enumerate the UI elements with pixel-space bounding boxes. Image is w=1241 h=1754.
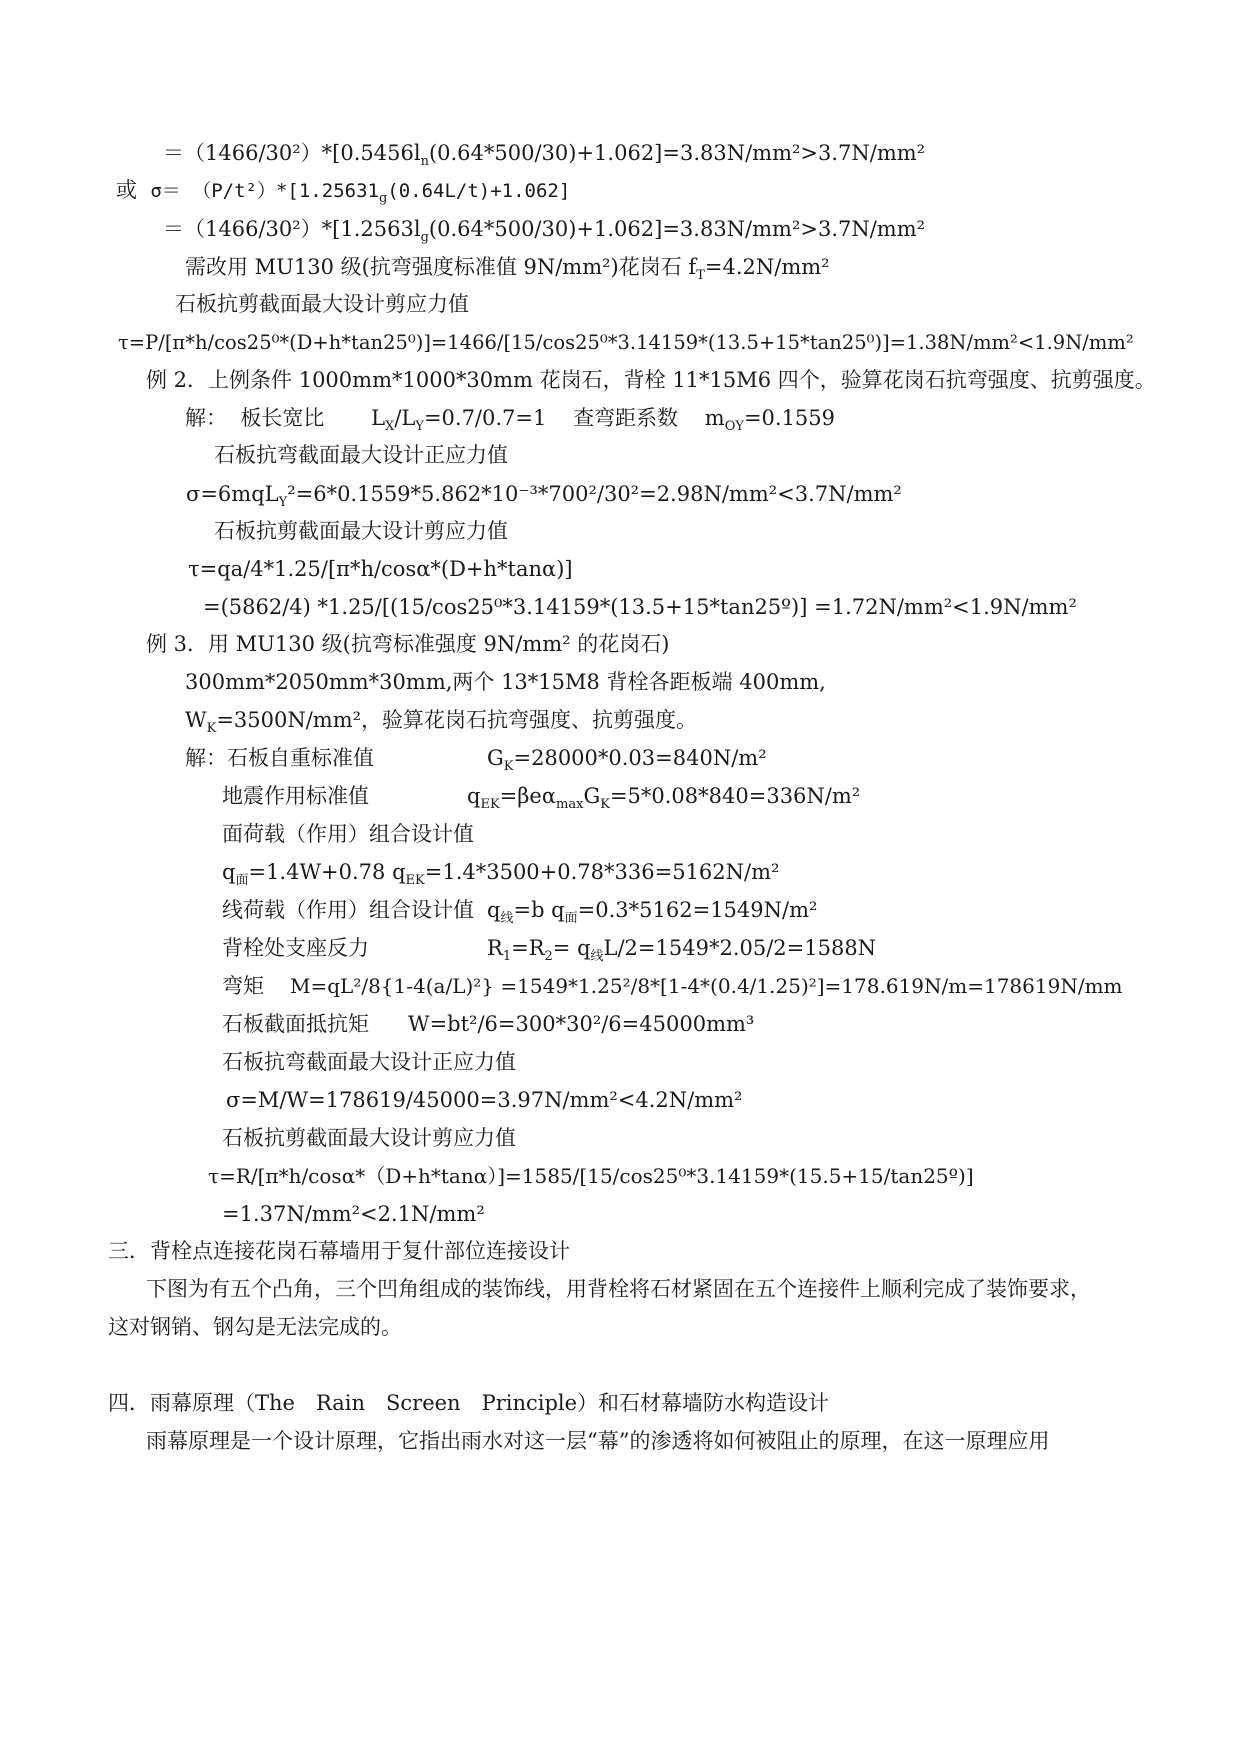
section4-paragraph-line1: 雨幕原理是一个设计原理，它指出雨水对这一层“幕”的渗透将如何被阻止的原理，在这一原理应用 [146,1429,1050,1453]
ex3-moment-label: 弯矩 [222,974,264,998]
ex1-shear-formula: τ=P/[π*h/cos25⁰*(D+h*tan25⁰)]=1466/[15/cos25⁰*3.14159*(13.5+15*tan25⁰)]=1.38N/mm²<1.9N/mm² [118,331,1134,354]
ex3-selfweight-formula: $G_K=28000*0.03=840N/m^2$ [487,746,767,775]
ex2-heading: 例 2．上例条件 1000mm*1000*30mm 花岗石，背栓 11*15M6 四个，验算花岗石抗弯强度、抗剪强度。 [146,368,1156,392]
section4-heading: 四．雨幕原理（The Rain Screen Principle）和石材幕墙防水构造设计 [108,1391,830,1415]
ex3-spec: 300mm*2050mm*30mm,两个 13*15M8 背栓各距板端 400mm, [185,670,826,694]
ex3-area-load-title: 面荷载（作用）组合设计值 [222,822,474,846]
ex3-area-load-formula: $q_面=1.4W+0.78$ $q_{EK}=1.4*3500+0.78*336=5162N/m^2$ [222,860,780,889]
ex2-bend-formula: σ=6mqL$_Y$²=6*0.1559*5.862*10⁻³*700²/30²=2.98N/mm²<3.7N/mm² [186,482,902,511]
ex3-line-load-label: 线荷载（作用）组合设计值 [222,898,474,922]
section3-paragraph-line2: 这对钢销、钢勾是无法完成的。 [108,1315,402,1339]
ex3-line-load-formula: $q_线=b$ $q_面=0.3*5162=1549N/m^2$ [487,898,818,927]
ex3-wk: $W_K=3500N$/mm²，验算花岗石抗弯强度、抗剪强度。 [185,708,698,737]
ex1-shear-title: 石板抗剪截面最大设计剪应力值 [175,292,469,316]
ex1-alt-formula: 或 $\sigma= (P/t^2)*[1.25631_g(0.64L/t)+1.062]$ [116,178,571,207]
ex3-bend-title: 石板抗弯截面最大设计正应力值 [222,1050,516,1074]
ex2-shear-result: =(5862/4) *1.25/[(15/cos25⁰*3.14159*(13.5+15*tan25º)] =1.72N/mm²<1.9N/mm² [203,595,1077,619]
ex2-shear-title: 石板抗剪截面最大设计剪应力值 [214,519,508,543]
ex1-note: 需改用 MU130 级(抗弯强度标准值 9N/mm²)花岗石 $f_T=4.2N$/mm² [185,255,830,284]
ex3-reaction-formula: $R_1=R_2= q_线L/2=1549*2.05/2=1588N$ [487,936,877,965]
ex3-seismic-formula: $q_{EK}=\beta e\alpha_{max}G_K=5*0.08*840=336N/m^2$ [467,784,861,813]
ex3-shear-result: =1.37N/mm²<2.1N/mm² [222,1202,485,1226]
ex2-bend-title: 石板抗弯截面最大设计正应力值 [214,443,508,467]
ex2-shear-formula: τ=qa/4*1.25/[π*h/cosα*(D+h*tanα)] [188,557,573,581]
ex3-heading: 例 3．用 MU130 级(抗弯标准强度 9N/mm² 的花岗石) [146,632,670,656]
ex3-reaction-label: 背栓处支座反力 [222,936,369,960]
ex3-shear-title: 石板抗剪截面最大设计剪应力值 [222,1126,516,1150]
ex1-formula-line1: $=(1466/30^2)*[0.5456l_n(0.64*500/30)+1.062]=3.83N/mm^2>3.7N$/mm² [163,141,926,170]
ex3-seismic-label: 地震作用标准值 [222,784,369,808]
ex3-modulus-label: 石板截面抵抗矩 [222,1012,369,1036]
ex3-moment-formula: M=qL²/8{1-4(a/L)²} =1549*1.25²/8*[1-4*(0.4/1.25)²]=178.619N/m=178619N/mm [290,974,1123,998]
ex3-modulus-formula: W=bt²/6=300*30²/6=45000mm³ [408,1012,755,1036]
ex1-formula-line3: $=(1466/30^2)*[1.2563l_g(0.64*500/30)+1.062]=3.83N/mm^2>3.7N$/mm² [163,217,926,246]
section3-paragraph-line1: 下图为有五个凸角，三个凹角组成的装饰线，用背栓将石材紧固在五个连接件上顺利完成了装饰要求， [146,1277,1091,1301]
ex3-selfweight-label: 解：石板自重标准值 [185,746,374,770]
ex2-ratio-line: 解： 板长宽比 $L_X/L_Y=0.7/0.7=1$ 查弯距系数 $m_{OY}=0.1559$ [185,406,836,435]
ex3-bend-formula: σ=M/W=178619/45000=3.97N/mm²<4.2N/mm² [226,1088,743,1112]
section3-heading: 三．背栓点连接花岗石幕墙用于复什部位连接设计 [108,1239,570,1263]
ex3-shear-formula: τ=R/[π*h/cosα*（D+h*tanα）]=1585/[15/cos25⁰*3.14159*(15.5+15/tan25º)] [208,1164,974,1188]
